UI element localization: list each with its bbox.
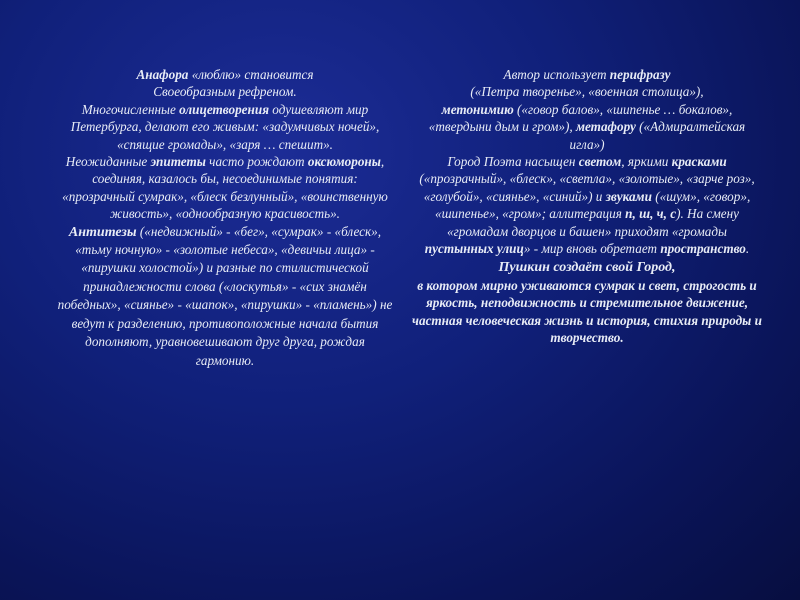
antitheses-paragraph (55, 223, 395, 370)
text: («Адмиралтейская игла») (569, 119, 746, 152)
term-epithets: эпитеты (150, 154, 206, 170)
text: («прозрачный», «блеск», «светла», «золотые», «зарче роз», «голубой», «сиянье», «синий») и (419, 171, 755, 204)
refrain-line: Своеобразным рефреном. (153, 84, 297, 100)
term-antitheses: Антитезы (68, 224, 137, 240)
text: «люблю» становится (188, 67, 314, 82)
personification-paragraph (55, 101, 395, 153)
text: Автор использует (503, 67, 610, 82)
text: , яркими (621, 154, 672, 170)
light-paragraph (412, 153, 762, 257)
text: Многочисленные (81, 101, 180, 117)
text: . (745, 241, 750, 257)
term-empty-streets: пустынных улиц (424, 241, 524, 257)
term-oxymorons: оксюмороны (307, 154, 381, 170)
right-column (412, 66, 762, 347)
term-sounds: звуками (605, 188, 652, 204)
term-light: светом (578, 154, 622, 170)
left-column (55, 66, 395, 370)
periphrasis-line (412, 66, 762, 83)
term-periphrasis: перифразу (609, 67, 671, 82)
text: , соединяя, казалось бы, несоединимые понятия: «прозрачный сумрак», «блеск безлунный», «воинственную живость», «однообразную красивость». (62, 154, 388, 222)
text: («говор балов», «шипенье … бокалов», «твердыни дым и гром»), (428, 101, 733, 135)
term-colors: красками (671, 154, 727, 170)
text: Неожиданные (65, 154, 151, 170)
epithets-paragraph (55, 153, 395, 223)
term-metaphor: метафору (575, 119, 636, 135)
term-anaphora: Анафора (136, 67, 189, 82)
text: » - мир вновь обретает (523, 241, 661, 257)
anaphora-paragraph (55, 66, 395, 83)
text: ). На смену «громадам дворцов и башен» приходят «громады (447, 206, 739, 239)
text: часто рождают (205, 154, 308, 170)
periphrasis-examples: («Петра творенье», «военная столица»), (470, 84, 704, 100)
text: («шум», «говор», «шипенье», «гром»; аллитерация (435, 188, 751, 222)
pushkin-city-heading: Пушкин создаёт свой Город, (498, 260, 676, 276)
pushkin-city-description: в котором мирно уживаются сумрак и свет, строгость и яркость, неподвижность и стремительное движение, частная человеческая жизнь и история, стихия природы и творчество. (412, 277, 762, 346)
text: одушевляют мир Петербурга, делают его живым: «задумчивых ночей», «спящие громады», «заря … спешит». (70, 101, 380, 152)
text: Город Поэта насыщен (447, 154, 579, 170)
term-alliteration-letters: п, ш, ч, с (625, 206, 677, 222)
term-personification: олицетворения (179, 101, 269, 117)
text: («недвижный» - «бег», «сумрак» - «блеск», «тьму ночную» - «золотые небеса», «девичьи лица» - «пирушки холостой») и разные по стилистической принадлежности слова («лоскутья» - «сих знамён победных», «сиянье» - «шапок», «пирушки» - «пламень») не ведут к разделению, противоположные начала бытия дополняют, уравновешивают друг друга, рождая гармонию. (57, 223, 393, 368)
term-metonymy: метонимию (441, 101, 514, 117)
metonymy-paragraph (412, 101, 762, 153)
term-space: пространство (660, 241, 746, 257)
